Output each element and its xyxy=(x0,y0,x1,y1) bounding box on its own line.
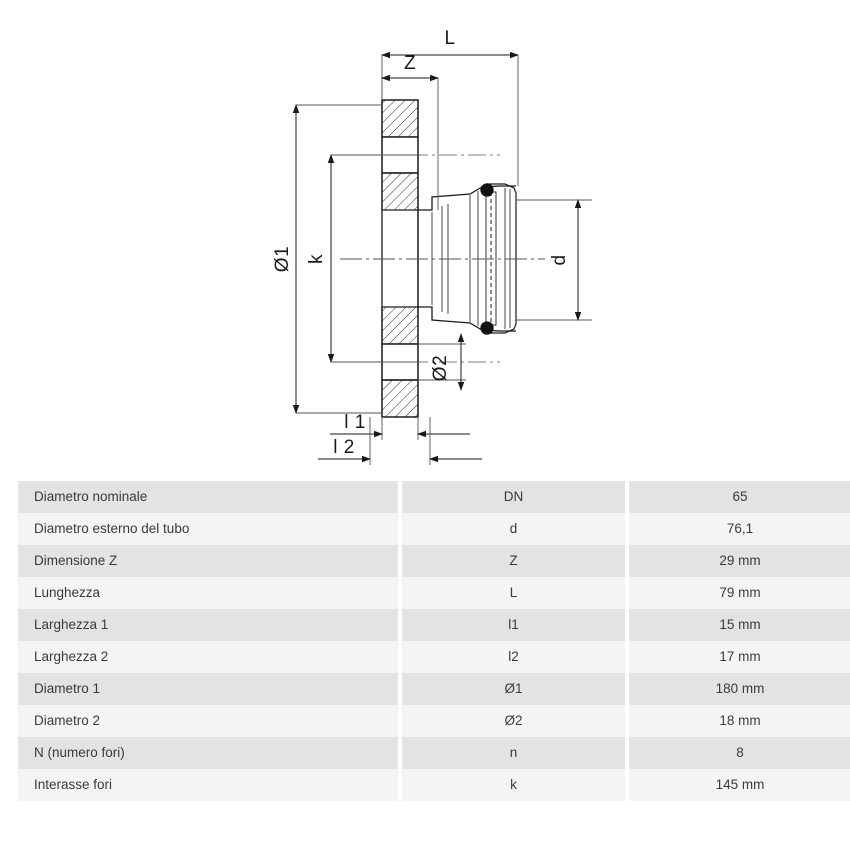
table-row xyxy=(18,481,850,513)
row-value: 15 mm xyxy=(629,609,850,641)
table-row xyxy=(18,737,850,769)
dim-label-D2: Ø2 xyxy=(430,354,451,382)
table-row xyxy=(18,705,850,737)
table-row xyxy=(18,513,850,545)
flange-lower-mid-hatch xyxy=(382,307,418,344)
table-row xyxy=(18,545,850,577)
row-label: Larghezza 2 xyxy=(18,641,398,673)
specification-table xyxy=(18,481,850,801)
row-symbol: DN xyxy=(402,481,625,513)
row-symbol: Z xyxy=(402,545,625,577)
row-label: Larghezza 1 xyxy=(18,609,398,641)
table-row xyxy=(18,641,850,673)
table-row xyxy=(18,577,850,609)
flange-upper-mid-hatch xyxy=(382,173,418,210)
row-value: 145 mm xyxy=(629,769,850,801)
row-value: 18 mm xyxy=(629,705,850,737)
hub-profile-lower xyxy=(418,307,516,331)
row-label: Lunghezza xyxy=(18,577,398,609)
flange-upper-hatch xyxy=(382,100,418,137)
row-label: Diametro 1 xyxy=(18,673,398,705)
table-row xyxy=(18,673,850,705)
row-label: Diametro nominale xyxy=(18,481,398,513)
table-row xyxy=(18,609,850,641)
row-label: Diametro esterno del tubo xyxy=(18,513,398,545)
row-symbol: l1 xyxy=(402,609,625,641)
dim-label-L: L xyxy=(444,28,456,49)
row-value: 65 xyxy=(629,481,850,513)
row-symbol: k xyxy=(402,769,625,801)
hub-profile-upper xyxy=(418,186,516,210)
row-value: 17 mm xyxy=(629,641,850,673)
row-symbol: Ø1 xyxy=(402,673,625,705)
o-ring-seal-bottom xyxy=(481,322,493,334)
row-symbol: n xyxy=(402,737,625,769)
table-row xyxy=(18,769,850,801)
row-value: 76,1 xyxy=(629,513,850,545)
row-value: 8 xyxy=(629,737,850,769)
row-symbol: l2 xyxy=(402,641,625,673)
row-symbol: L xyxy=(402,577,625,609)
row-symbol: Ø2 xyxy=(402,705,625,737)
dim-label-l2: l 2 xyxy=(333,437,355,458)
specification-table-body xyxy=(18,481,850,801)
flange-lower-hatch xyxy=(382,380,418,417)
row-value: 29 mm xyxy=(629,545,850,577)
row-value: 79 mm xyxy=(629,577,850,609)
o-ring-seal-top xyxy=(481,184,493,196)
row-label: Interasse fori xyxy=(18,769,398,801)
dim-label-l1: l 1 xyxy=(344,412,366,433)
row-symbol: d xyxy=(402,513,625,545)
row-label: Dimensione Z xyxy=(18,545,398,577)
row-label: Diametro 2 xyxy=(18,705,398,737)
dim-label-k: k xyxy=(306,254,327,264)
dim-label-D1: Ø1 xyxy=(272,245,293,273)
row-label: N (numero fori) xyxy=(18,737,398,769)
dim-label-Z: Z xyxy=(403,53,417,74)
row-value: 180 mm xyxy=(629,673,850,705)
dim-label-d: d xyxy=(549,254,570,266)
